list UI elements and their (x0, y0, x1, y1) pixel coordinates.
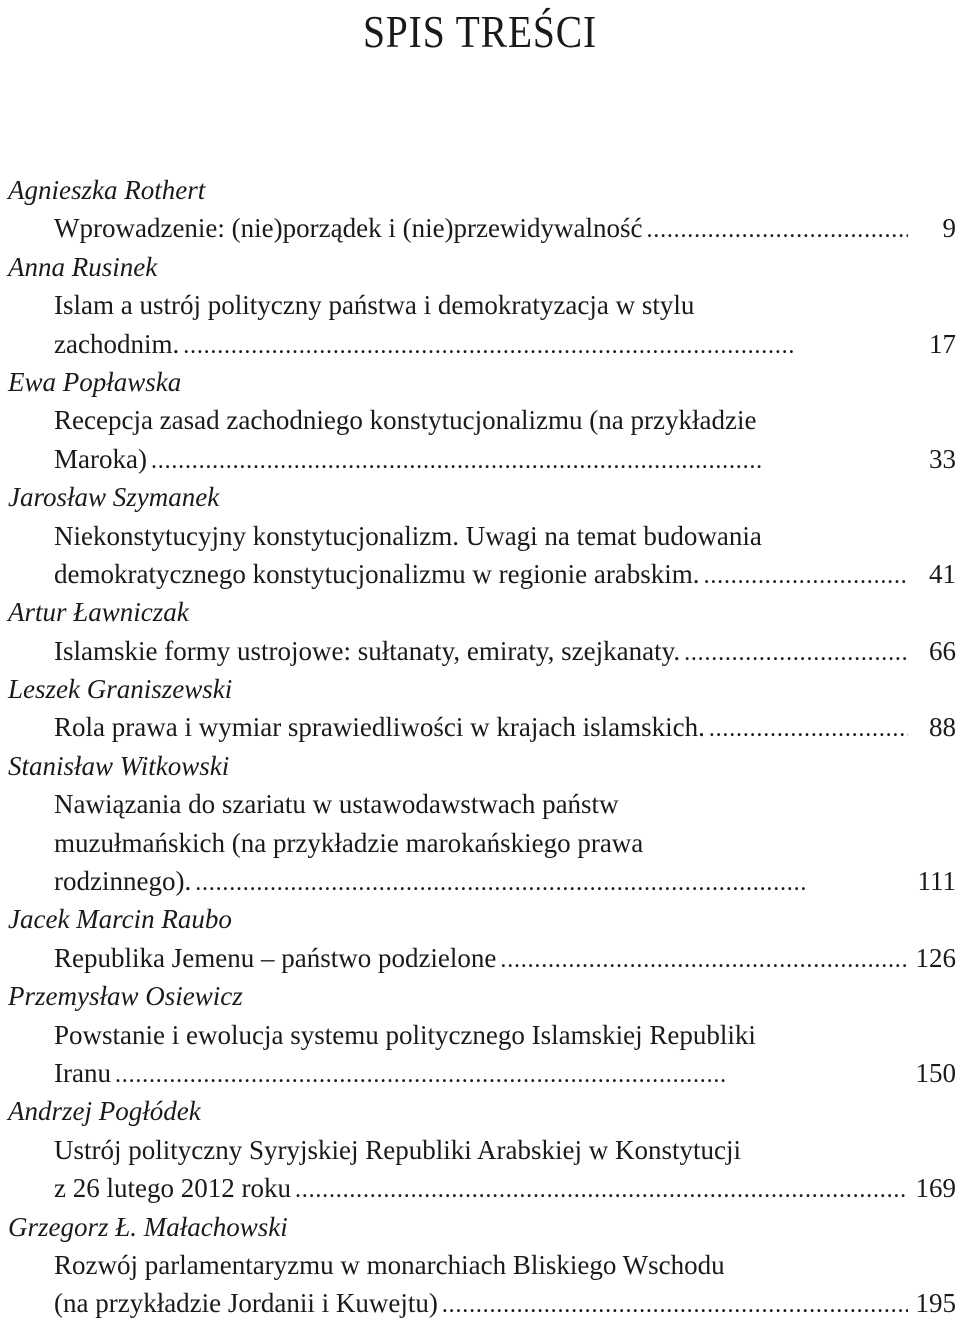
toc-title-line: demokratycznego konstytucjonalizmu w regionie arabskim. (54, 558, 700, 589)
toc-title-row (0, 209, 960, 247)
toc-author: Grzegorz Ł. Małachowski (8, 1211, 288, 1242)
toc-author: Artur Ławniczak (8, 597, 189, 628)
toc-title-line: Islamskie formy ustrojowe: sułtanaty, emiraty, szejkanaty. (54, 635, 681, 666)
toc-entry (0, 977, 960, 1092)
dot-leader (704, 557, 908, 595)
toc-title-line: Powstanie i ewolucja systemu politycznego Islamskiej Republiki (54, 1019, 756, 1050)
toc-author: Jacek Marcin Raubo (8, 904, 232, 935)
toc-entry (0, 171, 960, 248)
toc-title-row (0, 1284, 960, 1322)
toc-entry (0, 363, 960, 478)
toc-page-number: 88 (929, 712, 956, 743)
dot-leader (151, 442, 908, 480)
toc-title-row (0, 1054, 960, 1092)
dot-leader (195, 864, 908, 902)
toc-page-number: 33 (929, 443, 956, 474)
toc-title-row (0, 708, 960, 746)
toc-page-number: 111 (917, 866, 956, 897)
toc-page-number: 150 (915, 1057, 956, 1088)
toc-title-line: Rozwój parlamentaryzmu w monarchiach Bliskiego Wschodu (54, 1249, 725, 1280)
toc-title-line: zachodnim. (54, 328, 180, 359)
toc-page-number: 169 (915, 1173, 956, 1204)
toc-entry (0, 670, 960, 747)
toc-title-line: Republika Jemenu – państwo podzielone (54, 942, 497, 973)
toc-page-number: 126 (915, 942, 956, 973)
page-title: SPIS TREŚCI (362, 6, 598, 57)
toc-title-row (0, 325, 960, 363)
toc-entry (0, 1092, 960, 1207)
toc-title-line: (na przykładzie Jordanii i Kuwejtu) (54, 1288, 438, 1319)
toc-title-line: z 26 lutego 2012 roku (54, 1173, 291, 1204)
toc-author: Andrzej Pogłódek (8, 1096, 201, 1127)
toc-entry (0, 478, 960, 593)
toc-title-line: muzułmańskich (na przykładzie marokańskiego prawa (54, 827, 644, 858)
toc-title-row (0, 862, 960, 900)
toc-title-row (0, 555, 960, 593)
dot-leader (500, 941, 908, 979)
toc-author: Stanisław Witkowski (8, 750, 230, 781)
toc-title-line: rodzinnego). (54, 866, 192, 897)
toc-author: Jarosław Szymanek (8, 482, 220, 513)
toc-title-row (0, 939, 960, 977)
toc-title-line: Ustrój polityczny Syryjskiej Republiki Arabskiej w Konstytucji (54, 1134, 741, 1165)
dot-leader (442, 1286, 908, 1324)
toc-author: Agnieszka Rothert (8, 175, 206, 205)
toc-title-line: Islam a ustrój polityczny państwa i demokratyzacja w stylu (54, 290, 695, 321)
toc-title-line: Wprowadzenie: (nie)porządek i (nie)przewidywalność (54, 213, 643, 244)
dot-leader (295, 1171, 908, 1209)
dot-leader (684, 634, 908, 672)
toc-entry (0, 900, 960, 977)
toc-title-line: Recepcja zasad zachodniego konstytucjonalizmu (na przykładzie (54, 405, 757, 436)
toc-page-number: 17 (929, 328, 956, 359)
toc-page-number: 66 (929, 635, 956, 666)
toc-author: Anna Rusinek (8, 251, 158, 282)
toc-title-line: Iranu (54, 1057, 111, 1088)
toc-author: Przemysław Osiewicz (8, 981, 243, 1012)
toc-title-line: Rola prawa i wymiar sprawiedliwości w krajach islamskich. (54, 712, 705, 743)
dot-leader (115, 1056, 908, 1094)
toc-title-line: Maroka) (54, 443, 147, 474)
toc-page-number: 41 (929, 558, 956, 589)
toc-title-row (0, 1169, 960, 1207)
toc-entry (0, 593, 960, 670)
toc-title-line: Niekonstytucyjny konstytucjonalizm. Uwagi na temat budowania (54, 520, 762, 551)
toc-author: Ewa Popławska (8, 366, 182, 397)
toc-title-row (0, 440, 960, 478)
table-of-contents (0, 171, 960, 1323)
toc-page-number: 195 (915, 1288, 956, 1319)
toc-entry (0, 1208, 960, 1323)
toc-title-line: Nawiązania do szariatu w ustawodawstwach państw (54, 789, 619, 820)
toc-entry (0, 248, 960, 363)
toc-entry (0, 747, 960, 901)
toc-author: Leszek Graniszewski (8, 674, 233, 705)
dot-leader (646, 211, 908, 249)
dot-leader (709, 710, 908, 748)
toc-title-row (0, 632, 960, 670)
toc-page-number: 9 (942, 213, 956, 244)
dot-leader (183, 327, 908, 365)
